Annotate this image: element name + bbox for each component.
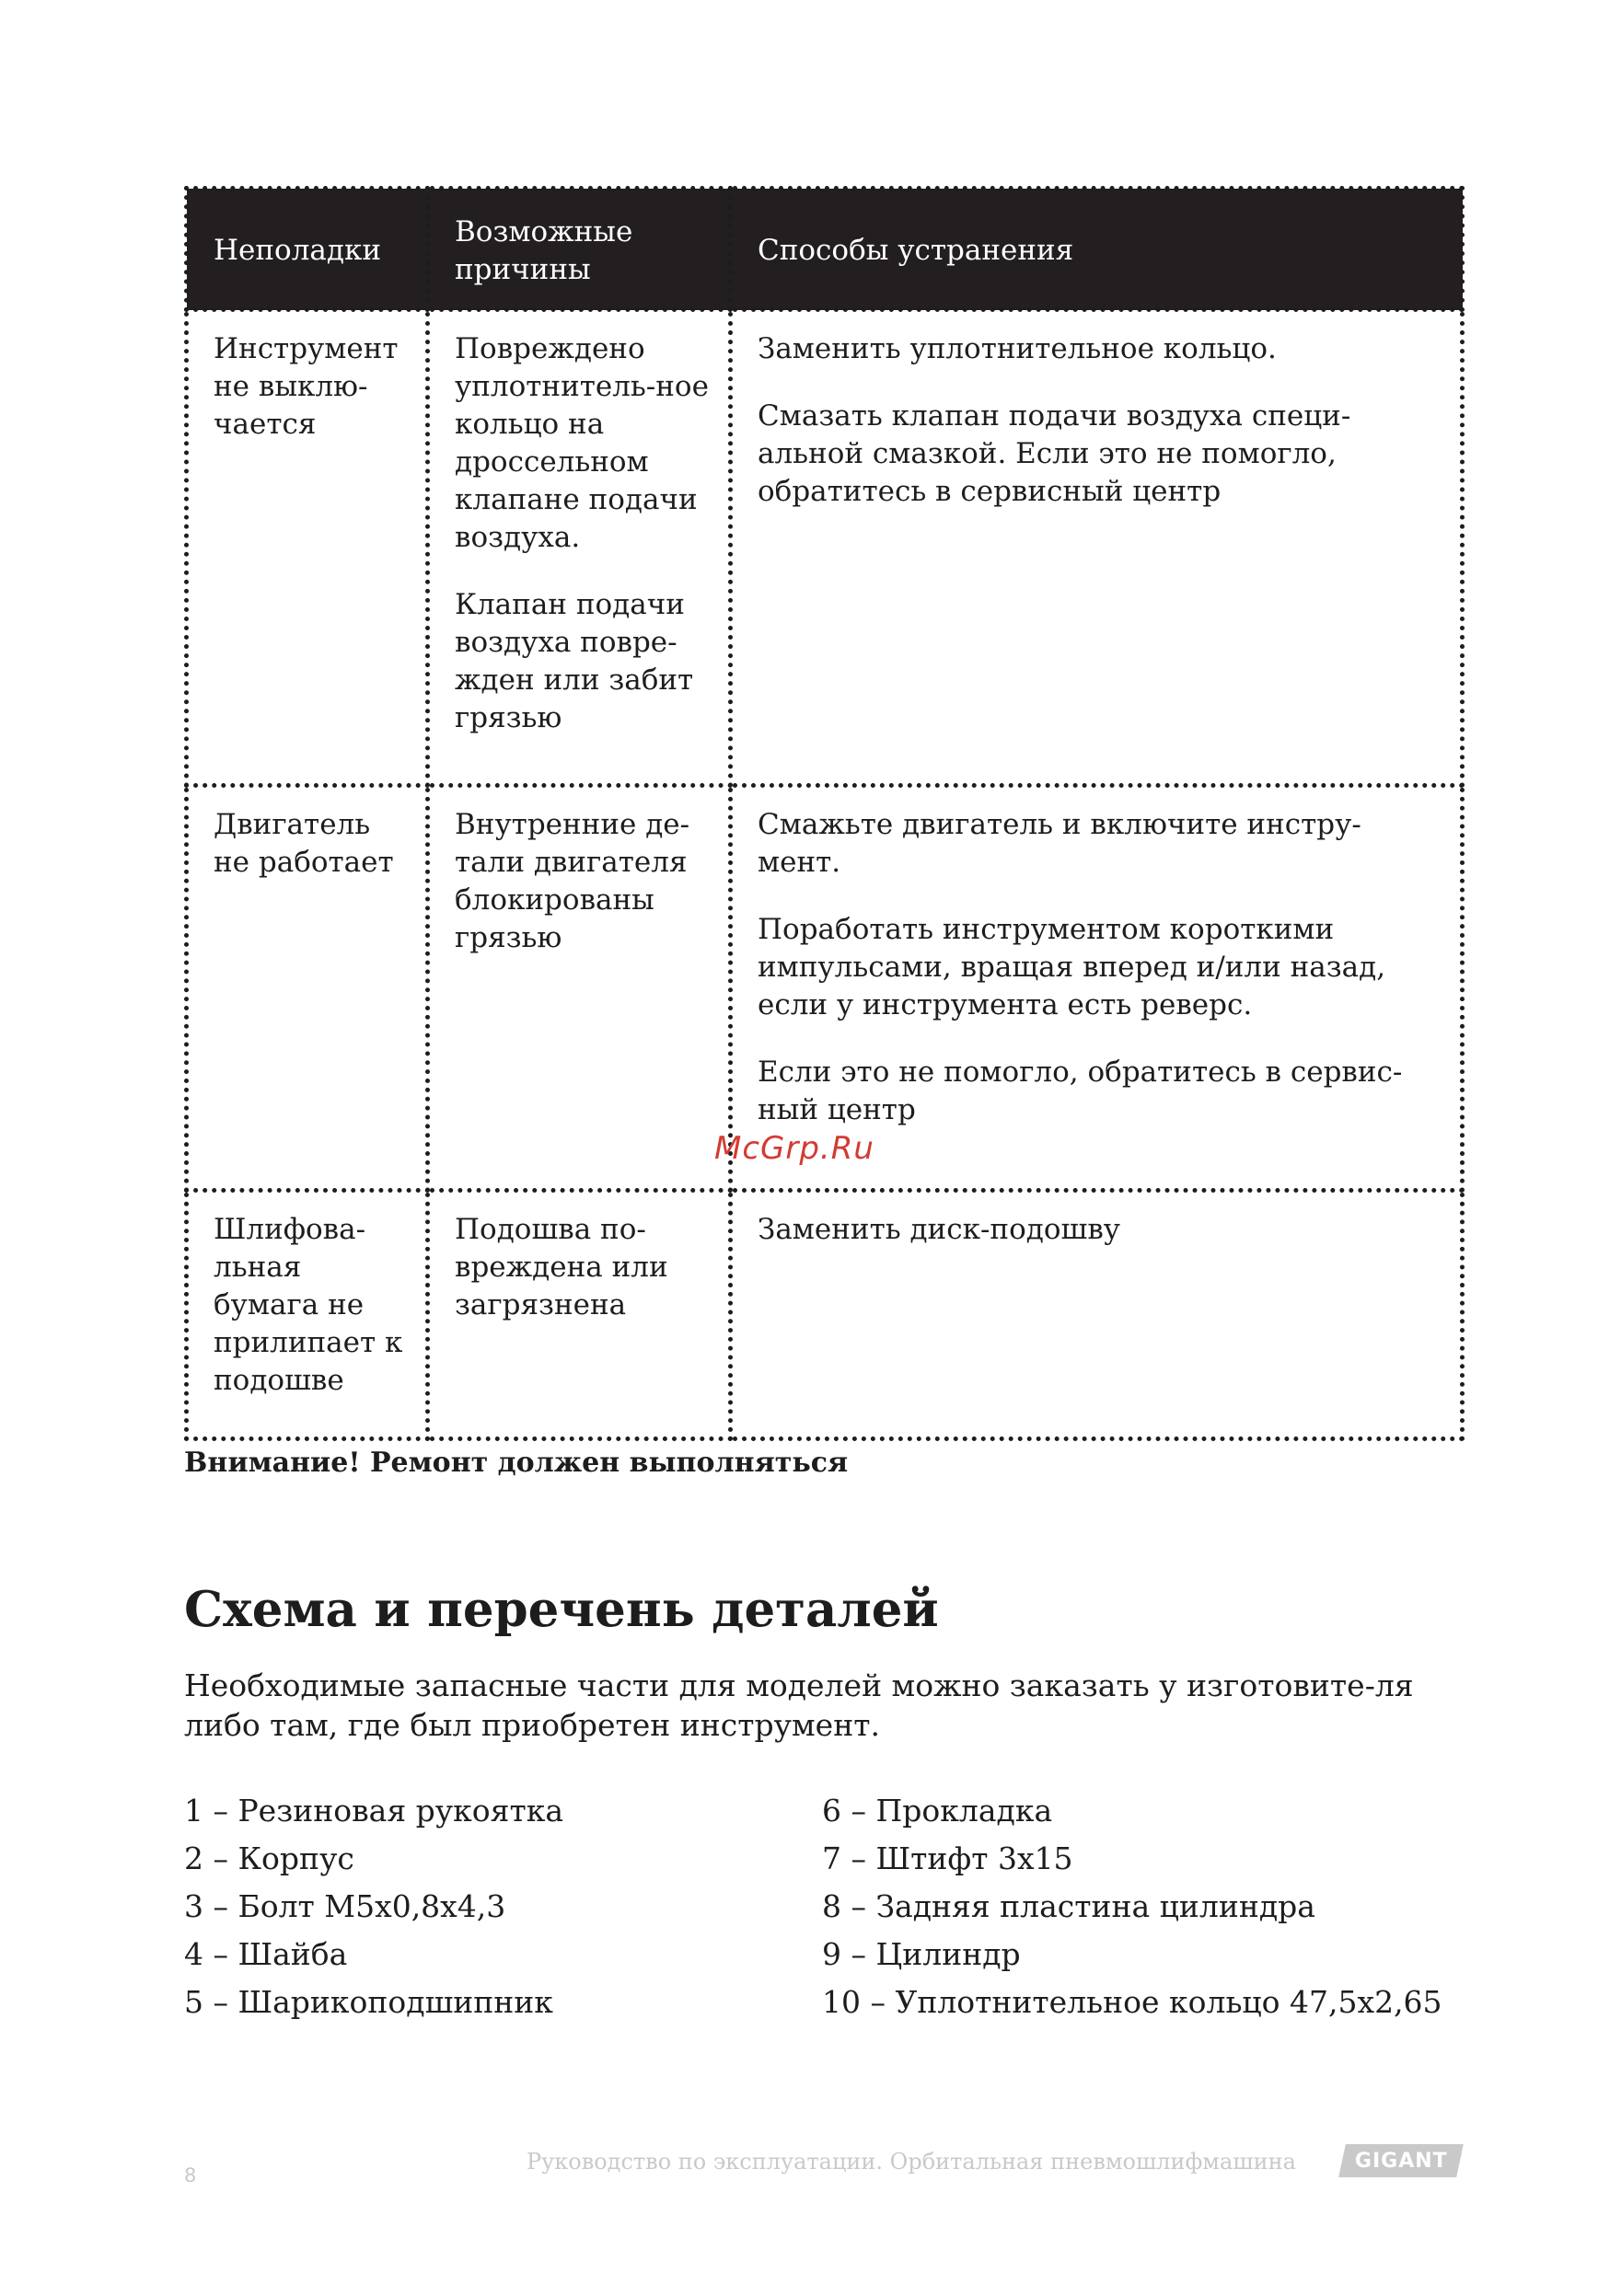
solution-text: Смажьте двигатель и включите инстру-мент. [758, 808, 1361, 879]
solutions-cell [731, 1191, 1463, 1439]
parts-list-right [822, 1787, 1442, 2026]
list-item: 7 – Штифт 3х15 [822, 1840, 1073, 1876]
solution-text: Заменить уплотнительное кольцо. [758, 332, 1277, 365]
header-solutions: Способы устранения [731, 189, 1463, 310]
solutions-cell [731, 310, 1463, 786]
cause-text: Внутренние де-тали двигателя блокированы грязью [455, 808, 690, 954]
solution-text: Заменить диск-подошву [758, 1213, 1121, 1246]
header-problems: Неполадки [187, 189, 428, 310]
list-item: 10 – Уплотнительное кольцо 47,5х2,65 [822, 1984, 1442, 2020]
list-item: 3 – Болт М5х0,8х4,3 [184, 1888, 506, 1924]
causes-cell [428, 786, 731, 1191]
cause-text: Подошва по-вреждена или загрязнена [455, 1213, 668, 1321]
header-causes: Возможные причины [428, 189, 731, 310]
problem-cell: Двигатель не работает [187, 786, 428, 1191]
solution-text: Поработать инструментом короткими импульсами, вращая вперед и/или назад, если у инструмента есть реверс. [758, 913, 1386, 1021]
list-item: 6 – Прокладка [822, 1793, 1053, 1829]
watermark-text: McGrp.Ru [714, 1130, 874, 1167]
table-header-row [187, 189, 1463, 310]
brand-logo [1338, 2144, 1464, 2177]
cause-text: Клапан подачи воздуха повре-жден или забит грязью [455, 588, 694, 734]
list-item: 2 – Корпус [184, 1840, 354, 1876]
problem-cell: Инструмент не выклю-чается [187, 310, 428, 786]
table-row [187, 1191, 1463, 1439]
problem-cell: Шлифова-льная бумага не прилипает к подошве [187, 1191, 428, 1439]
causes-cell [428, 1191, 731, 1439]
table-row [187, 310, 1463, 786]
footer-document-title: Руководство по эксплуатации. Орбитальная пневмошлифмашина [527, 2149, 1296, 2175]
troubleshooting-table [184, 186, 1465, 1441]
page-number: 8 [184, 2164, 197, 2186]
list-item: 5 – Шарикоподшипник [184, 1984, 553, 2020]
warning-note: Внимание! Ремонт должен выполняться [184, 1447, 849, 1479]
cause-text: Повреждено уплотнитель-ное кольцо на дроссельном клапане подачи воздуха. [455, 332, 709, 554]
brand-logo-text: GIGANT [1354, 2149, 1448, 2173]
list-item: 9 – Цилиндр [822, 1936, 1021, 1972]
list-item: 1 – Резиновая рукоятка [184, 1793, 564, 1829]
solution-text: Если это не помогло, обратитесь в сервис-ный центр [758, 1056, 1403, 1126]
causes-cell [428, 310, 731, 786]
section-title: Схема и перечень деталей [184, 1581, 939, 1638]
solution-text: Смазать клапан подачи воздуха специ-альной смазкой. Если это не помогло, обратитесь в сервисный центр [758, 399, 1351, 508]
section-intro: Необходимые запасные части для моделей можно заказать у изготовите-ля либо там, где был приобретен инструмент. [184, 1667, 1414, 1743]
list-item: 4 – Шайба [184, 1936, 348, 1972]
parts-list-left [184, 1787, 563, 2026]
list-item: 8 – Задняя пластина цилиндра [822, 1888, 1315, 1924]
